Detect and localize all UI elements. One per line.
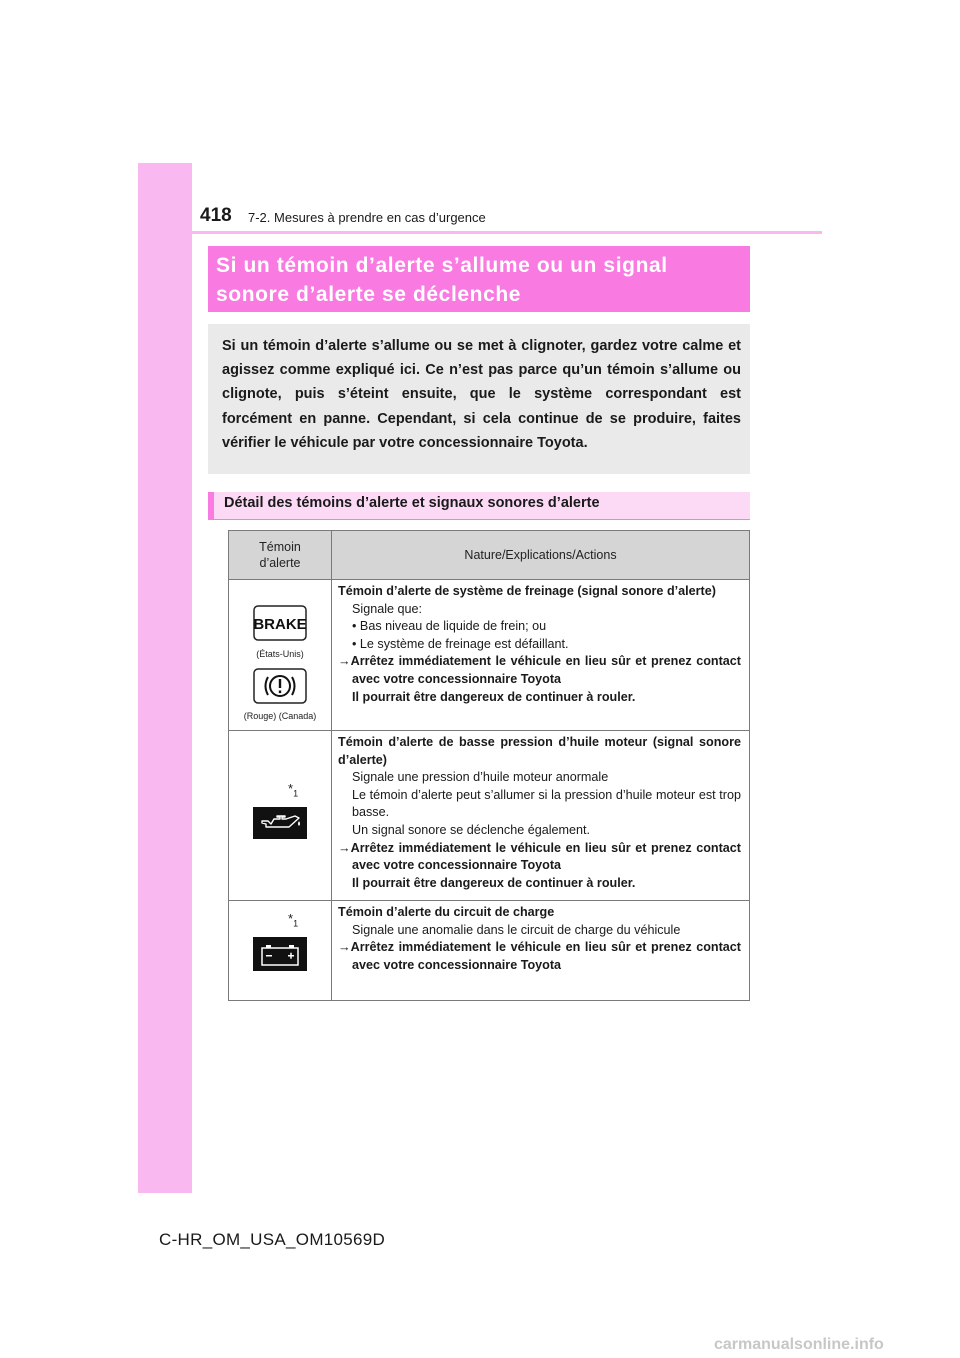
action-text: Arrêtez immédiatement le véhicule en lieu sûr et prenez contact avec votre concessionnaire Toyota	[350, 940, 741, 972]
action-text: Arrêtez immédiatement le véhicule en lieu sûr et prenez contact avec votre concessionnaire Toyota	[350, 840, 741, 873]
desc-bullet: • Bas niveau de liquide de frein; ou	[352, 619, 547, 634]
title-line-2: sonore d’alerte se déclenche	[216, 283, 522, 306]
desc-action	[338, 653, 741, 688]
footer-watermark: carmanualsonline.info	[714, 1336, 884, 1353]
header-rule	[192, 231, 822, 234]
table-row	[229, 731, 750, 901]
brake-icon-text: BRAKE	[253, 616, 307, 633]
warning-table	[228, 530, 750, 1001]
desc-action-cont: Il pourrait être dangereux de continuer à rouler.	[352, 875, 636, 890]
title-line-1: Si un témoin d’alerte s’allume ou un signal	[216, 254, 668, 277]
desc-title: Témoin d’alerte de système de freinage (signal sonore d’alerte)	[338, 584, 716, 598]
desc-action	[338, 939, 741, 974]
intro-text: Si un témoin d’alerte s’allume ou se met à clignoter, gardez votre calme et agissez comme expliqué ici. Ce n’est pas parce qu’un témoin s’allume ou clignote, puis s’éteint ensuite, que le système correspondant est forcément en panne. Cependant, si cela continue de se produire, faites vérifier le véhicule par votre concessionnaire Toyota.	[208, 324, 750, 474]
desc-cell	[332, 580, 750, 731]
brake-exclamation-icon	[230, 668, 330, 710]
label-usa: (États-Unis)	[256, 648, 304, 659]
table-row	[229, 901, 750, 1001]
header-icon-line-1: Témoin	[259, 540, 301, 554]
table-row	[229, 580, 750, 731]
footer-code: C-HR_OM_USA_OM10569D	[159, 1230, 386, 1249]
subheading: Détail des témoins d’alerte et signaux sonores d’alerte	[208, 492, 750, 520]
icon-cell	[229, 901, 332, 1001]
bullet-text: Bas niveau de liquide de frein; ou	[359, 619, 547, 634]
bullet-text: Le système de freinage est défaillant.	[359, 636, 569, 651]
icon-cell	[229, 731, 332, 901]
desc-cell	[332, 901, 750, 1001]
oil-can-icon	[230, 807, 330, 845]
desc-action	[338, 840, 741, 875]
desc-line: Signale une anomalie dans le circuit de charge du véhicule	[352, 922, 681, 937]
action-text: Arrêtez immédiatement le véhicule en lieu sûr et prenez contact avec votre concessionnaire Toyota	[350, 654, 741, 686]
desc-line: Signale que:	[352, 601, 423, 616]
desc-title: Témoin d’alerte du circuit de charge	[338, 905, 555, 919]
icon-cell	[229, 580, 332, 731]
desc-cell	[332, 731, 750, 901]
page-number: 418	[200, 205, 232, 226]
desc-action-cont: Il pourrait être dangereux de continuer à rouler.	[352, 689, 636, 704]
desc-title: Témoin d’alerte de basse pression d’huile moteur (signal sonore d’alerte)	[338, 735, 741, 767]
arrow-icon: →	[338, 840, 351, 855]
table-header-row	[229, 531, 750, 580]
section-title	[208, 246, 750, 312]
desc-line: Un signal sonore se déclenche également.	[352, 822, 591, 837]
header-icon-column	[229, 531, 332, 580]
desc-line: Signale une pression d’huile moteur anormale	[352, 770, 609, 785]
desc-line: Le témoin d’alerte peut s’allumer si la pression d’huile moteur est trop basse.	[352, 787, 741, 820]
section-reference: 7-2. Mesures à prendre en cas d’urgence	[248, 210, 486, 225]
brake-icon	[230, 605, 330, 647]
footnote-mark: $*_1$	[288, 781, 299, 799]
side-band	[138, 163, 192, 1193]
desc-bullet: • Le système de freinage est défaillant.	[352, 636, 569, 651]
footnote-mark: $*_1$	[288, 911, 299, 929]
arrow-icon: →	[338, 940, 351, 955]
label-canada: (Rouge) (Canada)	[243, 711, 317, 722]
header-desc-column: Nature/Explications/Actions	[332, 531, 750, 580]
battery-icon	[230, 937, 330, 977]
header-icon-line-2: d’alerte	[259, 556, 301, 570]
arrow-icon: →	[338, 654, 351, 669]
